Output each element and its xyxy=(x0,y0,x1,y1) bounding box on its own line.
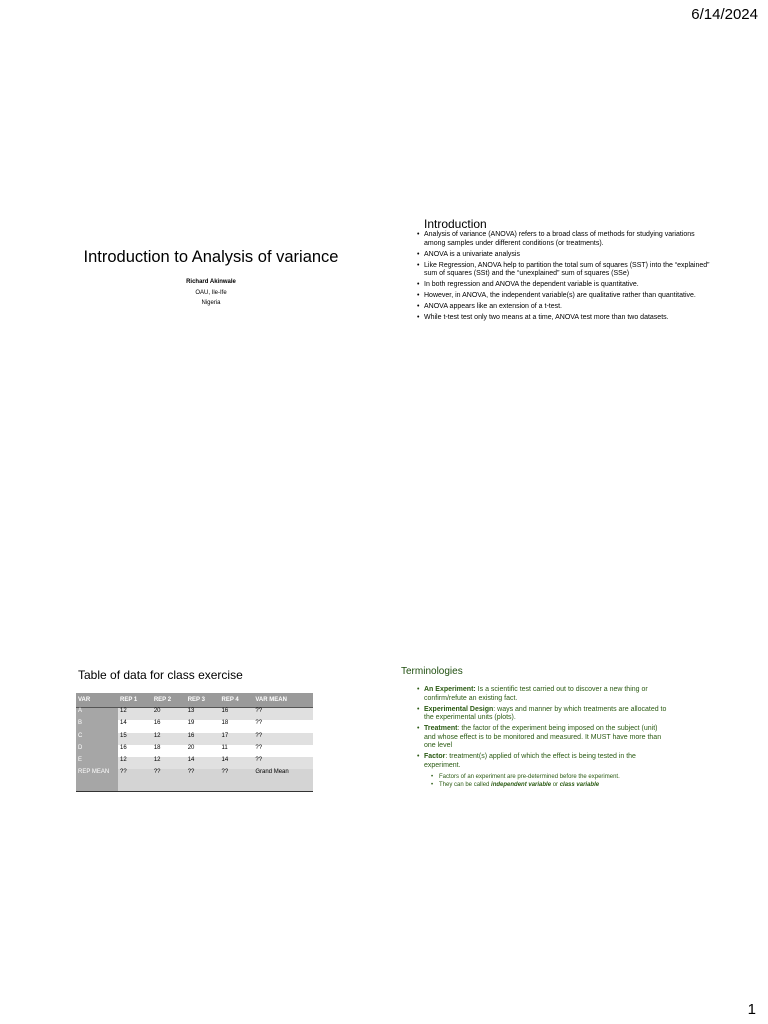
author-country: Nigeria xyxy=(201,299,221,306)
table-cell: 12 xyxy=(118,708,152,721)
table-cell: 12 xyxy=(152,733,186,745)
term-label: An Experiment: xyxy=(424,686,476,693)
table-cell: ?? xyxy=(253,733,313,745)
table-cell: 14 xyxy=(186,757,220,769)
table-cell: 16 xyxy=(186,733,220,745)
list-item: • Like Regression, ANOVA help to partition the total sum of squares (SST) into the “explained” sum of squares (SSt) and the “unexplained” sum of squares (SSe) xyxy=(416,262,716,279)
list-item xyxy=(417,686,667,703)
slide-heading: Introduction xyxy=(424,217,487,231)
table-cell: ?? xyxy=(186,769,220,792)
list-item: • In both regression and ANOVA the dependent variable is quantitative. xyxy=(416,281,716,290)
table-cell: 18 xyxy=(221,720,229,727)
table-cell: ?? xyxy=(255,744,263,751)
table-header-row xyxy=(76,693,313,708)
table-row xyxy=(76,745,313,757)
table-row xyxy=(76,720,313,732)
row-label: A xyxy=(76,708,118,721)
sub-list-item xyxy=(417,781,667,789)
list-item: • While t-test test only two means at a time, ANOVA test more than two datasets. xyxy=(416,314,716,323)
page-number: 1 xyxy=(747,1001,756,1018)
slide-introduction xyxy=(416,217,716,325)
table-row xyxy=(76,733,313,745)
slide-title-page xyxy=(80,248,342,310)
term-definition: Is a scientific test carried out to discover a new thing or confirm/refute an existing fact. xyxy=(424,686,648,702)
table-cell: 12 xyxy=(118,757,152,769)
table-cell: 12 xyxy=(152,757,186,769)
table-cell: 14 xyxy=(220,757,254,769)
column-header: REP 2 xyxy=(152,693,186,708)
column-header: REP 4 xyxy=(220,693,254,708)
sub-list-item: • Factors of an experiment are pre-determined before the experiment. xyxy=(417,773,667,781)
table-slide-title: Table of data for class exercise xyxy=(78,668,243,682)
list-item xyxy=(417,753,667,770)
column-header: REP 1 xyxy=(118,693,152,708)
table-cell: ?? xyxy=(118,769,152,792)
table-footer-row xyxy=(76,769,313,792)
row-label: B xyxy=(76,720,118,732)
date-stamp: 6/14/2024 xyxy=(691,6,758,23)
term-definition: : treatment(s) applied of which the effect is being tested in the experiment. xyxy=(424,753,636,769)
table-cell: 16 xyxy=(220,708,254,721)
list-item: • ANOVA is a univariate analysis xyxy=(416,251,716,260)
table-row xyxy=(76,757,313,769)
row-label: E xyxy=(76,757,118,769)
table-cell: ?? xyxy=(152,769,186,792)
list-item: • ANOVA appears like an extension of a t-test. xyxy=(416,303,716,312)
sub-item-emphasis: independent variable xyxy=(491,781,552,788)
term-definition: : the factor of the experiment being imposed on the subject (unit) and whose effect is to be monitored and measured. It MUST have more than one level xyxy=(424,725,662,749)
list-item: • However, in ANOVA, the independent variable(s) are qualitative rather than quantitative. xyxy=(416,292,716,301)
sub-item-text: They can be called xyxy=(439,781,492,788)
table-cell: Grand Mean xyxy=(253,769,313,792)
column-header: VAR xyxy=(76,693,118,708)
table-cell: ?? xyxy=(253,708,313,721)
data-table xyxy=(76,693,313,792)
terminologies-title: Terminologies xyxy=(401,666,463,677)
table-cell: 16 xyxy=(153,720,161,727)
table-cell: 20 xyxy=(187,744,195,751)
sub-item-text: or xyxy=(551,781,560,788)
column-header: VAR MEAN xyxy=(253,693,313,708)
row-label: D xyxy=(76,745,118,757)
bullet-list xyxy=(416,231,716,323)
row-label: REP MEAN xyxy=(76,769,118,792)
term-list xyxy=(417,686,667,789)
table-cell: 18 xyxy=(153,744,161,751)
table-cell: 17 xyxy=(220,733,254,745)
table-cell: ?? xyxy=(220,769,254,792)
column-header: REP 3 xyxy=(186,693,220,708)
table-cell: 13 xyxy=(186,708,220,721)
presentation-title: Introduction to Analysis of variance xyxy=(83,248,339,266)
table-cell: 19 xyxy=(187,720,195,727)
table-cell: 20 xyxy=(152,708,186,721)
term-label: Factor xyxy=(424,753,446,760)
table-cell: 11 xyxy=(221,744,228,751)
table-cell: 16 xyxy=(120,744,127,751)
list-item xyxy=(417,725,667,751)
author-name: Richard Akinwale xyxy=(186,278,236,285)
table-cell: ?? xyxy=(253,757,313,769)
table-row xyxy=(76,708,313,721)
list-item xyxy=(417,706,667,723)
author-affiliation: OAU, Ile-Ife xyxy=(195,289,227,296)
table-cell: 14 xyxy=(120,720,127,727)
row-label: C xyxy=(76,733,118,745)
sub-item-emphasis: class variable xyxy=(559,781,600,788)
slide-terminologies xyxy=(417,686,667,789)
table-cell: 15 xyxy=(118,733,152,745)
list-item: • Analysis of variance (ANOVA) refers to a broad class of methods for studying variations among samples under different conditions (or treatments). xyxy=(416,231,716,248)
term-label: Experimental Design xyxy=(424,705,494,713)
term-label: Treatment xyxy=(424,725,458,732)
table-cell: ?? xyxy=(255,720,263,727)
term-definition: : ways and manner by which treatments are allocated to the experimental units (plots). xyxy=(424,705,667,721)
